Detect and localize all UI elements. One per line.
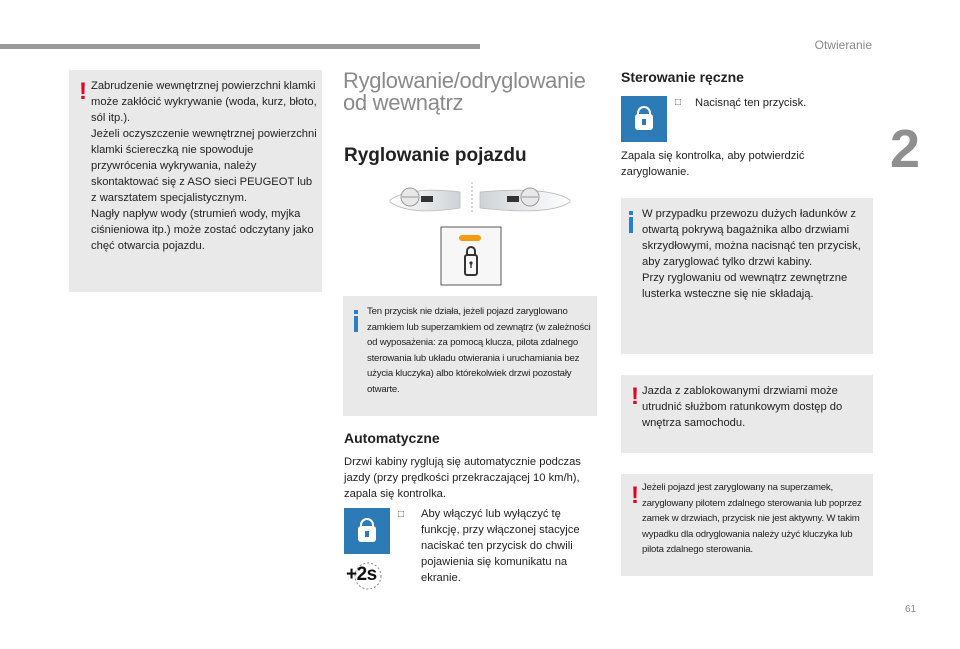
manual-bullet-text: Nacisnąć ten przycisk. xyxy=(695,97,807,109)
right-warning-box-1 xyxy=(621,375,873,453)
right-warning-text-2: Jeżeli pojazd jest zaryglowany na superzamek, zaryglowany pilotem zdalnego sterowania lub poprzez zamek w drzwiach, przycisk nie jest aktywny. W takim wypadku dla odryglowania należy użyć kluczyka lub pilota zdalnego sterowania. xyxy=(642,482,862,556)
page-number: 61 xyxy=(905,604,917,615)
door-handle-illustration xyxy=(380,180,580,290)
square-bullet-icon: □ xyxy=(398,509,405,520)
central-lock-button xyxy=(344,508,390,554)
locking-heading: Ryglowanie pojazdu xyxy=(344,145,527,166)
hold-2s-label: +2s xyxy=(346,564,377,585)
right-info-text: W przypadku przewozu dużych ładunków z otwartą pokrywą bagażnika albo drzwiami skrzydłowymi, można nacisnąć ten przycisk, aby zaryglować tylko drzwi kabiny. Przy ryglowaniu od wewnątrz zewnętrzne lusterka wsteczne się nie składają. xyxy=(642,208,861,300)
auto-bullet-text: Aby włączyć lub wyłączyć tę funkcję, przy włączonej stacyjce naciskać ten przycisk do chwili pojawienia się komunikatu na ekranie. xyxy=(421,508,580,584)
right-warning-text-1: Jazda z zablokowanymi drzwiami może utrudnić służbom ratunkowym dostęp do wnętrza samochodu. xyxy=(642,385,843,429)
manual-lock-button xyxy=(621,96,667,142)
auto-heading: Automatyczne xyxy=(344,430,440,446)
middle-info-box xyxy=(343,296,597,416)
info-icon xyxy=(354,310,358,314)
page-title: Ryglowanie/odryglowanie od wewnątrz xyxy=(343,68,586,115)
exclamation-icon: ! xyxy=(631,383,639,410)
square-bullet-icon: □ xyxy=(675,97,682,108)
exclamation-icon: ! xyxy=(79,78,87,105)
left-warning-box xyxy=(69,70,322,292)
info-icon xyxy=(629,211,633,215)
manual-text: Zapala się kontrolka, aby potwierdzić zaryglowanie. xyxy=(621,150,805,178)
manual-heading: Sterowanie ręczne xyxy=(621,69,744,85)
header-rule xyxy=(0,44,480,49)
exclamation-icon: ! xyxy=(631,482,639,509)
indicator-led xyxy=(459,235,481,241)
hold-2s-icon xyxy=(344,560,390,592)
auto-text: Drzwi kabiny ryglują się automatycznie podczas jazdy (przy prędkości przekraczającej 10 km/h), zapala się kontrolka. xyxy=(344,456,581,500)
right-info-box xyxy=(621,198,873,354)
section-label: Otwieranie xyxy=(814,38,872,52)
middle-info-text: Ten przycisk nie działa, jeżeli pojazd zaryglowano zamkiem lub superzamkiem od zewnątrz (w zależności od wyposażenia: za pomocą klucza, pilota zdalnego sterowania lub układu otwierania i uruchamiania bez użycia kluczyka) albo którekolwiek drzwi pozostały otwarte. xyxy=(367,306,591,395)
chapter-number: 2 xyxy=(890,119,921,179)
right-warning-box-2 xyxy=(621,474,873,576)
door-lock-diagram xyxy=(380,180,580,290)
left-warning-text: Zabrudzenie wewnętrznej powierzchni klamki może zakłócić wykrywanie (woda, kurz, błoto, sól itp.). Jeżeli oczyszczenie wewnętrznej powierzchni klamki ściereczką nie spowoduje przywrócenia wykrywania, należy skontaktować się z ASO sieci PEUGEOT lub z warsztatem specjalistycznym. Nagły napływ wody (strumień wody, myjka ciśnieniowa itp.) może zostać odczytany jako chęć otwarcia pojazdu. xyxy=(91,80,317,252)
